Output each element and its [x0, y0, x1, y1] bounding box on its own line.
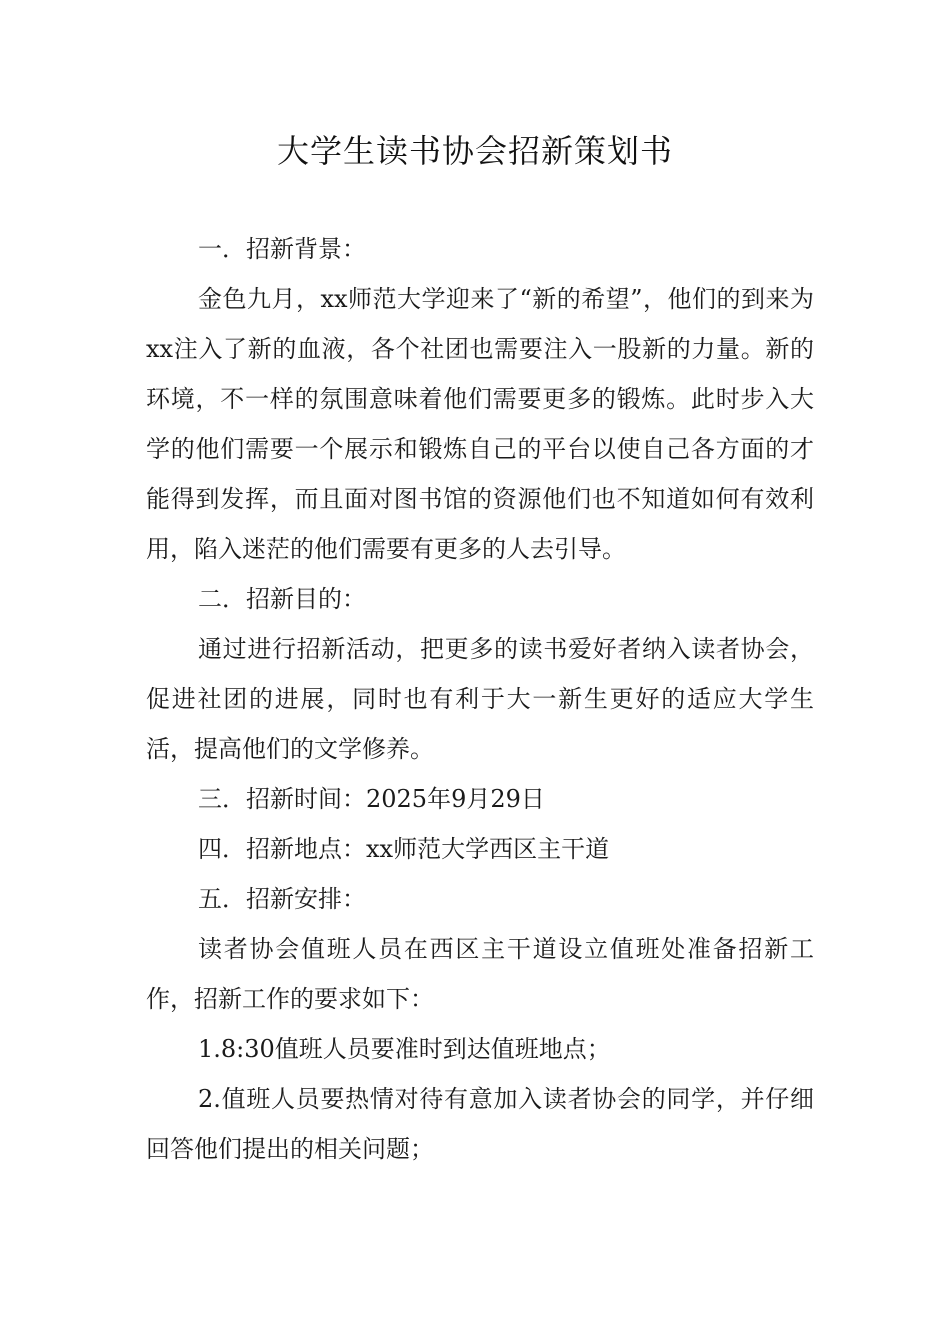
list-item-1: 1.8:30值班人员要准时到达值班地点；	[198, 1035, 611, 1063]
section-heading-time: 三．招新时间：2025年9月29日	[198, 785, 545, 813]
section-heading-location: 四．招新地点：xx师范大学西区主干道	[198, 835, 610, 863]
document-title: 大学生读书协会招新策划书	[276, 132, 673, 170]
paragraph-background: 金色九月，xx师范大学迎来了“新的希望”，他们的到来为xx注入了新的血液，各个社团也需要注入一股新的力量。新的环境，不一样的氛围意味着他们需要更多的锻炼。此时步入大学的他们需要一个展示和锻炼自己的平台以使自己各方面的才能得到发挥，而且面对图书馆的资源他们也不知道如何有效利用，陷入迷茫的他们需要有更多的人去引导。	[146, 285, 814, 563]
document-body	[146, 224, 814, 1174]
section-heading-arrangement: 五．招新安排：	[198, 885, 366, 913]
section-heading-purpose: 二．招新目的：	[198, 585, 366, 613]
paragraph-arrangement: 读者协会值班人员在西区主干道设立值班处准备招新工作，招新工作的要求如下：	[146, 935, 814, 1013]
paragraph-purpose: 通过进行招新活动，把更多的读书爱好者纳入读者协会，促进社团的进展，同时也有利于大一新生更好的适应大学生活，提高他们的文学修养。	[146, 635, 814, 763]
list-item-2: 2.值班人员要热情对待有意加入读者协会的同学，并仔细回答他们提出的相关问题；	[146, 1085, 814, 1163]
section-heading-background: 一．招新背景：	[198, 235, 366, 263]
